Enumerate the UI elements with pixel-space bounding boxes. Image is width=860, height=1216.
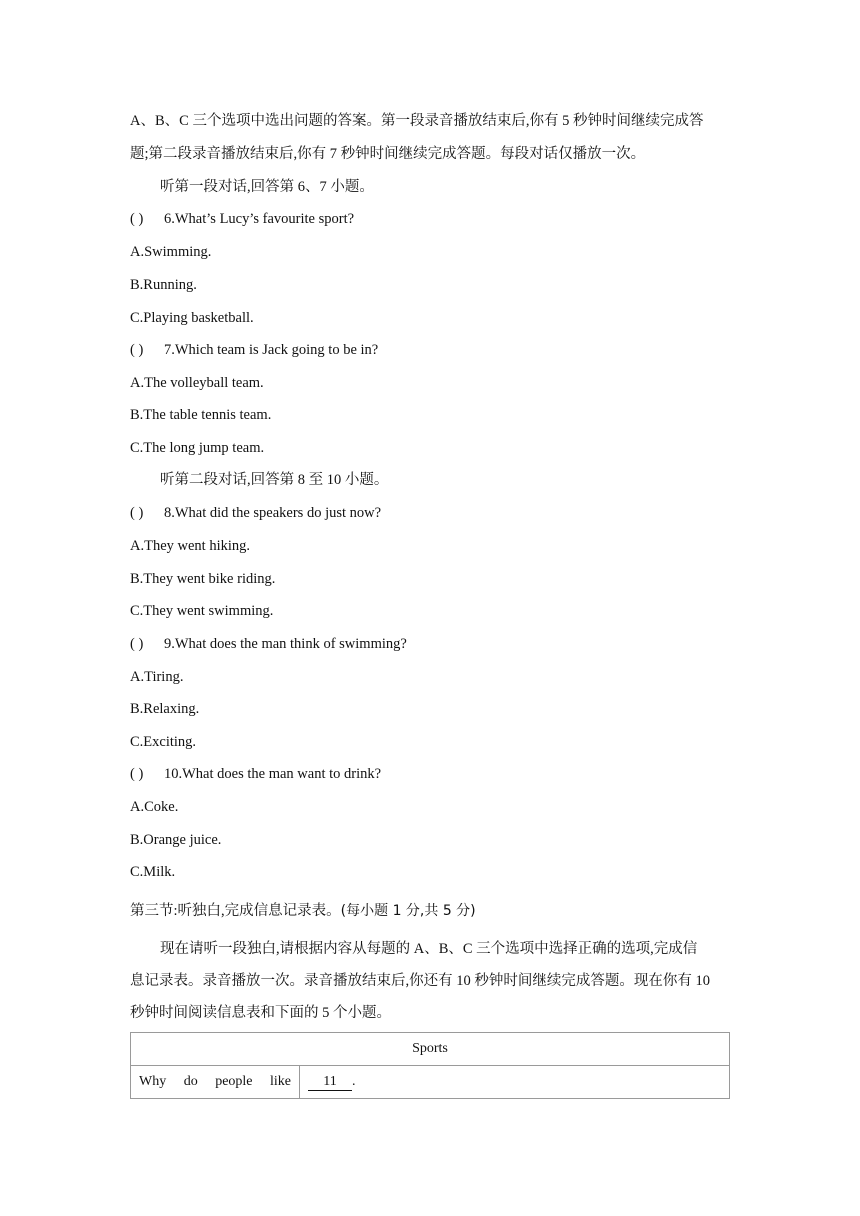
table-question-cell: Why do people like xyxy=(131,1066,300,1099)
question-stem: 7.Which team is Jack going to be in? xyxy=(164,342,379,358)
table-row xyxy=(131,1033,730,1066)
section3-score-note: (每小题 1 分,共 5 分) xyxy=(340,903,476,919)
option-7c: C.The long jump team. xyxy=(130,440,265,456)
table-title: Sports xyxy=(131,1033,730,1066)
question-10 xyxy=(130,764,381,784)
option-6a: A.Swimming. xyxy=(130,244,212,260)
answer-paren: ( ) xyxy=(130,636,144,652)
question-6 xyxy=(130,209,354,229)
section3-instruction-3: 秒钟时间阅读信息表和下面的 5 个小题。 xyxy=(130,1005,391,1021)
question-8 xyxy=(130,503,381,523)
section3-instruction-1: 现在请听一段独白,请根据内容从每题的 A、B、C 三个选项中选择正确的选项,完成信 xyxy=(160,941,698,957)
option-8c: C.They went swimming. xyxy=(130,603,274,619)
option-10b: B.Orange juice. xyxy=(130,832,222,848)
option-8a: A.They went hiking. xyxy=(130,538,251,554)
table-answer-cell xyxy=(300,1066,730,1099)
section3-instruction-2: 息记录表。录音播放一次。录音播放结束后,你还有 10 秒钟时间继续完成答题。现在你有 10 xyxy=(130,973,710,989)
question-stem: 9.What does the man think of swimming? xyxy=(164,636,407,652)
option-6c: C.Playing basketball. xyxy=(130,310,254,326)
dialog2-intro: 听第二段对话,回答第 8 至 10 小题。 xyxy=(160,472,389,488)
answer-blank-11: 11 xyxy=(308,1074,352,1091)
option-9c: C.Exciting. xyxy=(130,734,197,750)
question-stem: 6.What’s Lucy’s favourite sport? xyxy=(164,211,355,227)
intro-line-1: A、B、C 三个选项中选出问题的答案。第一段录音播放结束后,你有 5 秒钟时间继续完成答 xyxy=(130,113,704,129)
section3-heading-text: 第三节:听独白,完成信息记录表。 xyxy=(130,903,341,919)
option-10c: C.Milk. xyxy=(130,864,176,880)
option-7a: A.The volleyball team. xyxy=(130,375,264,391)
table-row xyxy=(131,1066,730,1099)
answer-paren: ( ) xyxy=(130,505,144,521)
option-6b: B.Running. xyxy=(130,277,197,293)
dialog1-intro: 听第一段对话,回答第 6、7 小题。 xyxy=(160,179,374,195)
option-8b: B.They went bike riding. xyxy=(130,571,276,587)
question-7 xyxy=(130,340,378,360)
option-10a: A.Coke. xyxy=(130,799,179,815)
info-record-table xyxy=(130,1032,730,1099)
option-9a: A.Tiring. xyxy=(130,669,184,685)
option-9b: B.Relaxing. xyxy=(130,701,200,717)
answer-blank-tail: . xyxy=(352,1073,356,1089)
section3-heading xyxy=(130,901,476,921)
question-stem: 10.What does the man want to drink? xyxy=(164,766,382,782)
question-stem: 8.What did the speakers do just now? xyxy=(164,505,382,521)
option-7b: B.The table tennis team. xyxy=(130,407,272,423)
answer-paren: ( ) xyxy=(130,211,144,227)
answer-paren: ( ) xyxy=(130,342,144,358)
question-9 xyxy=(130,634,407,654)
answer-paren: ( ) xyxy=(130,766,144,782)
intro-line-2: 题;第二段录音播放结束后,你有 7 秒钟时间继续完成答题。每段对话仅播放一次。 xyxy=(130,146,646,162)
